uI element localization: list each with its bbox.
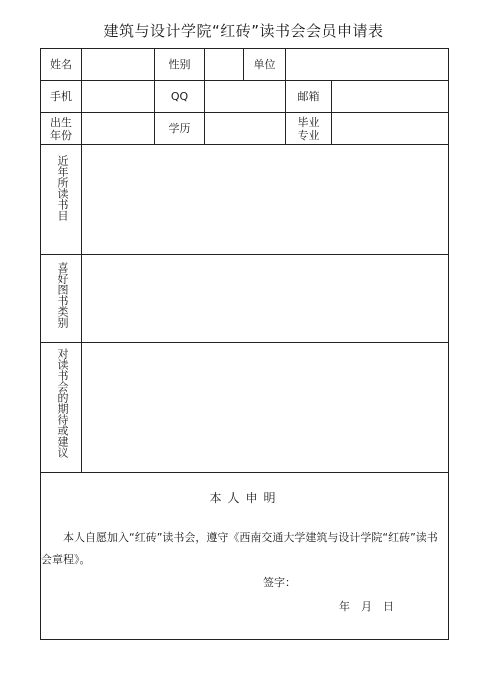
declaration-body: 本人自愿加入“红砖”读书会，遵守《西南交通大学建筑与设计学院“红砖”读书会章程》。 — [41, 531, 438, 566]
label-phone: 手机 — [50, 90, 72, 103]
input-birth-year[interactable] — [82, 113, 154, 144]
application-form-table — [40, 48, 449, 640]
input-recent-books[interactable] — [82, 145, 448, 254]
label-birth-year — [41, 113, 81, 144]
input-education[interactable] — [205, 113, 285, 144]
label-recent-books: 近年所读书目 — [56, 155, 69, 221]
input-graduate-major[interactable] — [332, 113, 448, 144]
input-email[interactable] — [332, 81, 448, 112]
input-gender[interactable] — [205, 49, 243, 80]
label-qq: QQ — [170, 90, 189, 103]
label-graduate-major — [286, 113, 331, 144]
label-education: 学历 — [168, 122, 191, 135]
label-grad-line2: 专业 — [297, 128, 320, 142]
label-gender: 性别 — [168, 58, 191, 71]
label-grad-line1: 毕业 — [297, 115, 320, 129]
input-phone[interactable] — [82, 81, 154, 112]
date-label: 年 月 日 — [339, 600, 394, 613]
form-title: 建筑与设计学院“红砖”读书会会员申请表 — [103, 22, 384, 40]
label-email: 邮箱 — [297, 90, 320, 103]
label-expectations: 对读书会的期待或建议 — [56, 348, 69, 458]
label-favorite-categories: 喜好图书类别 — [56, 262, 69, 328]
label-unit: 单位 — [253, 58, 276, 71]
label-birth-line1: 出生 — [50, 115, 72, 129]
signature-label: 签字： — [263, 576, 296, 589]
input-unit[interactable] — [286, 49, 448, 80]
row-divider — [41, 472, 448, 473]
input-favorite-categories[interactable] — [82, 255, 448, 342]
label-birth-line2: 年份 — [50, 128, 72, 142]
input-name[interactable] — [82, 49, 154, 80]
input-qq[interactable] — [205, 81, 285, 112]
input-expectations[interactable] — [82, 343, 448, 472]
declaration-heading: 本人申明 — [209, 491, 282, 505]
label-name: 姓名 — [50, 58, 72, 71]
